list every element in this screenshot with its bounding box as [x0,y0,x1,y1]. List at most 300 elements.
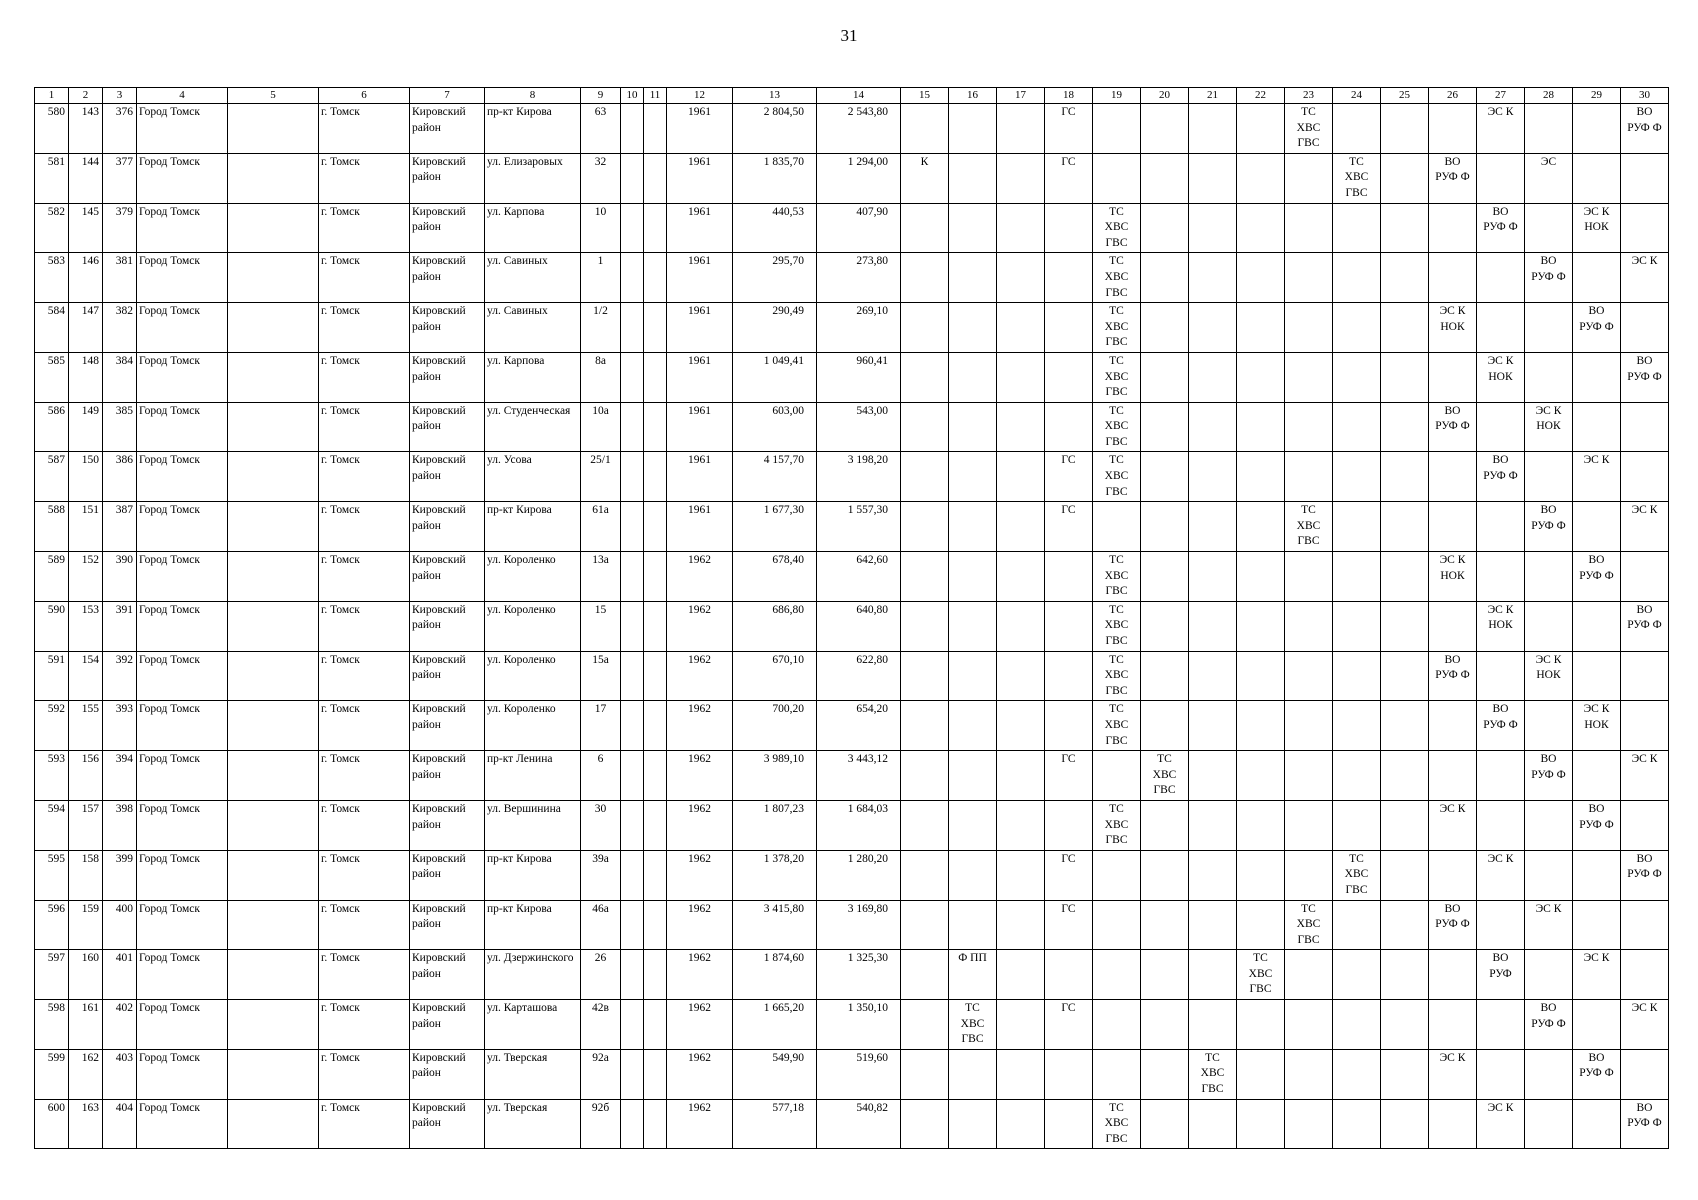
cell-col-20 [1141,253,1189,303]
cell-col-16 [949,701,997,751]
cell-col-22 [1237,651,1285,701]
table-row [35,950,1669,1000]
cell-col-28: ЭС К [1525,900,1573,950]
cell-col-19 [1093,1000,1141,1050]
cell-col-27 [1477,502,1525,552]
cell-col-9: 92а [581,1049,621,1099]
cell-col-28 [1525,850,1573,900]
cell-col-15 [901,1049,949,1099]
cell-col-30: ВО РУФ Ф [1621,352,1669,402]
cell-col-9: 61а [581,502,621,552]
column-header-7: 7 [410,88,485,104]
cell-col-19 [1093,502,1141,552]
cell-col-2: 155 [69,701,103,751]
cell-col-7: Кировский район [410,900,485,950]
cell-col-2: 150 [69,452,103,502]
cell-col-19: ТС ХВС ГВС [1093,203,1141,253]
cell-col-20 [1141,950,1189,1000]
cell-col-8: пр-кт Ленина [485,751,581,801]
cell-col-1: 580 [35,104,69,154]
cell-col-11 [644,1099,667,1149]
cell-col-10 [621,104,644,154]
cell-col-28 [1525,1099,1573,1149]
cell-col-22 [1237,751,1285,801]
cell-col-21 [1189,751,1237,801]
cell-col-6: г. Томск [319,651,410,701]
cell-col-24 [1333,502,1381,552]
cell-col-28: ВО РУФ Ф [1525,253,1573,303]
cell-col-9: 25/1 [581,452,621,502]
cell-col-16 [949,552,997,602]
cell-col-23 [1285,1099,1333,1149]
cell-col-23 [1285,701,1333,751]
cell-col-22 [1237,1000,1285,1050]
cell-col-28 [1525,303,1573,353]
cell-col-14: 269,10 [817,303,901,353]
cell-col-27 [1477,751,1525,801]
cell-col-6: г. Томск [319,950,410,1000]
cell-col-10 [621,352,644,402]
cell-col-14: 1 294,00 [817,153,901,203]
table-row [35,253,1669,303]
cell-col-30: ЭС К [1621,751,1669,801]
cell-col-2: 157 [69,800,103,850]
cell-col-3: 399 [103,850,137,900]
cell-col-13: 670,10 [733,651,817,701]
cell-col-25 [1381,352,1429,402]
cell-col-18: ГС [1045,751,1093,801]
cell-col-8: ул. Савиных [485,253,581,303]
cell-col-1: 585 [35,352,69,402]
cell-col-3: 398 [103,800,137,850]
cell-col-23 [1285,1000,1333,1050]
cell-col-5 [228,850,319,900]
table-row [35,1049,1669,1099]
cell-col-4: Город Томск [137,651,228,701]
cell-col-2: 158 [69,850,103,900]
cell-col-23 [1285,800,1333,850]
cell-col-13: 1 835,70 [733,153,817,203]
cell-col-11 [644,104,667,154]
cell-col-23 [1285,1049,1333,1099]
cell-col-11 [644,153,667,203]
cell-col-27: ЭС К НОК [1477,352,1525,402]
table-row [35,1099,1669,1149]
cell-col-28: ВО РУФ Ф [1525,1000,1573,1050]
cell-col-3: 382 [103,303,137,353]
cell-col-10 [621,1099,644,1149]
cell-col-7: Кировский район [410,1049,485,1099]
cell-col-12: 1962 [667,552,733,602]
cell-col-4: Город Томск [137,1049,228,1099]
cell-col-5 [228,352,319,402]
cell-col-15 [901,203,949,253]
cell-col-1: 588 [35,502,69,552]
cell-col-21 [1189,502,1237,552]
cell-col-1: 593 [35,751,69,801]
cell-col-3: 379 [103,203,137,253]
column-header-26: 26 [1429,88,1477,104]
cell-col-4: Город Томск [137,352,228,402]
cell-col-24 [1333,253,1381,303]
cell-col-8: ул. Тверская [485,1049,581,1099]
cell-col-4: Город Томск [137,303,228,353]
cell-col-13: 2 804,50 [733,104,817,154]
cell-col-21 [1189,950,1237,1000]
cell-col-5 [228,950,319,1000]
cell-col-10 [621,153,644,203]
cell-col-30: ВО РУФ Ф [1621,1099,1669,1149]
cell-col-15 [901,800,949,850]
cell-col-21 [1189,352,1237,402]
cell-col-4: Город Томск [137,1099,228,1149]
column-header-5: 5 [228,88,319,104]
cell-col-23 [1285,950,1333,1000]
cell-col-3: 391 [103,601,137,651]
cell-col-13: 1 807,23 [733,800,817,850]
cell-col-8: ул. Короленко [485,552,581,602]
cell-col-19 [1093,751,1141,801]
cell-col-21 [1189,303,1237,353]
cell-col-3: 394 [103,751,137,801]
cell-col-21 [1189,850,1237,900]
cell-col-21 [1189,701,1237,751]
cell-col-15 [901,950,949,1000]
cell-col-19 [1093,104,1141,154]
cell-col-21 [1189,104,1237,154]
cell-col-6: г. Томск [319,601,410,651]
cell-col-19: ТС ХВС ГВС [1093,552,1141,602]
cell-col-4: Город Томск [137,552,228,602]
cell-col-5 [228,1049,319,1099]
cell-col-16 [949,452,997,502]
cell-col-2: 163 [69,1099,103,1149]
cell-col-11 [644,950,667,1000]
cell-col-29 [1573,153,1621,203]
table-row [35,601,1669,651]
cell-col-1: 599 [35,1049,69,1099]
cell-col-29 [1573,253,1621,303]
cell-col-13: 700,20 [733,701,817,751]
cell-col-10 [621,601,644,651]
cell-col-6: г. Томск [319,203,410,253]
cell-col-22 [1237,1049,1285,1099]
cell-col-26 [1429,701,1477,751]
cell-col-16 [949,153,997,203]
cell-col-9: 1/2 [581,303,621,353]
cell-col-1: 596 [35,900,69,950]
cell-col-25 [1381,104,1429,154]
cell-col-17 [997,950,1045,1000]
cell-col-15 [901,900,949,950]
cell-col-21 [1189,552,1237,602]
cell-col-20 [1141,850,1189,900]
cell-col-4: Город Томск [137,1000,228,1050]
table-row [35,303,1669,353]
cell-col-11 [644,800,667,850]
cell-col-2: 162 [69,1049,103,1099]
cell-col-4: Город Томск [137,601,228,651]
cell-col-4: Город Томск [137,701,228,751]
cell-col-14: 543,00 [817,402,901,452]
cell-col-24 [1333,104,1381,154]
cell-col-7: Кировский район [410,153,485,203]
cell-col-27 [1477,800,1525,850]
cell-col-8: ул. Студенческая [485,402,581,452]
cell-col-7: Кировский район [410,601,485,651]
cell-col-15 [901,452,949,502]
cell-col-19: ТС ХВС ГВС [1093,402,1141,452]
cell-col-12: 1961 [667,253,733,303]
cell-col-30: ЭС К [1621,253,1669,303]
cell-col-19 [1093,153,1141,203]
cell-col-17 [997,850,1045,900]
cell-col-18: ГС [1045,1000,1093,1050]
cell-col-1: 586 [35,402,69,452]
cell-col-28 [1525,1049,1573,1099]
cell-col-13: 577,18 [733,1099,817,1149]
cell-col-3: 392 [103,651,137,701]
cell-col-23 [1285,601,1333,651]
cell-col-1: 592 [35,701,69,751]
cell-col-15 [901,1000,949,1050]
cell-col-18 [1045,950,1093,1000]
table-row [35,104,1669,154]
cell-col-1: 587 [35,452,69,502]
column-header-14: 14 [817,88,901,104]
cell-col-8: пр-кт Кирова [485,850,581,900]
cell-col-24 [1333,402,1381,452]
cell-col-23: ТС ХВС ГВС [1285,900,1333,950]
cell-col-8: ул. Короленко [485,651,581,701]
cell-col-6: г. Томск [319,850,410,900]
cell-col-10 [621,651,644,701]
cell-col-24 [1333,701,1381,751]
cell-col-11 [644,651,667,701]
cell-col-18 [1045,303,1093,353]
cell-col-20 [1141,900,1189,950]
cell-col-19 [1093,1049,1141,1099]
cell-col-24 [1333,303,1381,353]
table-row [35,1000,1669,1050]
cell-col-5 [228,303,319,353]
column-header-18: 18 [1045,88,1093,104]
cell-col-26: ВО РУФ Ф [1429,153,1477,203]
cell-col-5 [228,800,319,850]
cell-col-18 [1045,701,1093,751]
cell-col-24 [1333,1099,1381,1149]
cell-col-3: 384 [103,352,137,402]
cell-col-29: ВО РУФ Ф [1573,800,1621,850]
cell-col-10 [621,203,644,253]
cell-col-14: 519,60 [817,1049,901,1099]
cell-col-8: ул. Карташова [485,1000,581,1050]
cell-col-23 [1285,352,1333,402]
cell-col-18 [1045,800,1093,850]
cell-col-17 [997,900,1045,950]
cell-col-11 [644,352,667,402]
cell-col-5 [228,1000,319,1050]
cell-col-2: 144 [69,153,103,203]
cell-col-16 [949,303,997,353]
cell-col-22 [1237,452,1285,502]
cell-col-1: 591 [35,651,69,701]
cell-col-6: г. Томск [319,303,410,353]
cell-col-29 [1573,850,1621,900]
cell-col-30 [1621,701,1669,751]
cell-col-13: 295,70 [733,253,817,303]
cell-col-11 [644,1000,667,1050]
cell-col-12: 1961 [667,104,733,154]
cell-col-18 [1045,402,1093,452]
cell-col-4: Город Томск [137,950,228,1000]
column-header-21: 21 [1189,88,1237,104]
cell-col-22 [1237,402,1285,452]
cell-col-26 [1429,352,1477,402]
cell-col-12: 1962 [667,751,733,801]
cell-col-27 [1477,1000,1525,1050]
cell-col-15 [901,552,949,602]
cell-col-16 [949,402,997,452]
cell-col-17 [997,1049,1045,1099]
cell-col-18 [1045,601,1093,651]
cell-col-23 [1285,751,1333,801]
cell-col-3: 402 [103,1000,137,1050]
cell-col-30 [1621,203,1669,253]
cell-col-21 [1189,900,1237,950]
cell-col-20 [1141,452,1189,502]
cell-col-5 [228,1099,319,1149]
cell-col-19 [1093,850,1141,900]
cell-col-12: 1961 [667,502,733,552]
cell-col-23 [1285,303,1333,353]
cell-col-12: 1962 [667,1099,733,1149]
cell-col-29 [1573,402,1621,452]
cell-col-30 [1621,552,1669,602]
cell-col-2: 146 [69,253,103,303]
cell-col-13: 290,49 [733,303,817,353]
cell-col-26: ЭС К [1429,1049,1477,1099]
column-header-22: 22 [1237,88,1285,104]
cell-col-1: 598 [35,1000,69,1050]
table-row [35,203,1669,253]
cell-col-21 [1189,153,1237,203]
cell-col-16 [949,651,997,701]
cell-col-17 [997,751,1045,801]
cell-col-27: ВО РУФ Ф [1477,203,1525,253]
cell-col-18: ГС [1045,900,1093,950]
table-row [35,900,1669,950]
cell-col-22 [1237,800,1285,850]
cell-col-26 [1429,601,1477,651]
cell-col-1: 595 [35,850,69,900]
cell-col-27 [1477,552,1525,602]
cell-col-26 [1429,203,1477,253]
cell-col-12: 1962 [667,850,733,900]
cell-col-8: ул. Усова [485,452,581,502]
cell-col-11 [644,900,667,950]
cell-col-13: 686,80 [733,601,817,651]
cell-col-30: ВО РУФ Ф [1621,601,1669,651]
cell-col-3: 390 [103,552,137,602]
cell-col-30 [1621,303,1669,353]
cell-col-20 [1141,1000,1189,1050]
cell-col-23 [1285,651,1333,701]
cell-col-19: ТС ХВС ГВС [1093,1099,1141,1149]
cell-col-3: 386 [103,452,137,502]
cell-col-25 [1381,402,1429,452]
cell-col-14: 1 350,10 [817,1000,901,1050]
cell-col-15 [901,850,949,900]
cell-col-12: 1961 [667,402,733,452]
cell-col-3: 385 [103,402,137,452]
cell-col-7: Кировский район [410,751,485,801]
cell-col-9: 30 [581,800,621,850]
cell-col-18: ГС [1045,104,1093,154]
cell-col-26: ВО РУФ Ф [1429,402,1477,452]
cell-col-4: Город Томск [137,800,228,850]
cell-col-9: 10 [581,203,621,253]
cell-col-15 [901,502,949,552]
cell-col-5 [228,651,319,701]
cell-col-1: 582 [35,203,69,253]
cell-col-25 [1381,1099,1429,1149]
cell-col-3: 376 [103,104,137,154]
cell-col-14: 960,41 [817,352,901,402]
cell-col-25 [1381,651,1429,701]
cell-col-23 [1285,452,1333,502]
cell-col-5 [228,900,319,950]
cell-col-27 [1477,303,1525,353]
cell-col-20 [1141,701,1189,751]
cell-col-14: 273,80 [817,253,901,303]
cell-col-2: 159 [69,900,103,950]
cell-col-5 [228,601,319,651]
cell-col-8: ул. Вершинина [485,800,581,850]
cell-col-10 [621,1000,644,1050]
cell-col-29 [1573,1099,1621,1149]
column-header-16: 16 [949,88,997,104]
cell-col-15 [901,751,949,801]
cell-col-21 [1189,601,1237,651]
cell-col-6: г. Томск [319,552,410,602]
cell-col-21 [1189,1099,1237,1149]
cell-col-7: Кировский район [410,1000,485,1050]
cell-col-10 [621,452,644,502]
cell-col-2: 145 [69,203,103,253]
cell-col-29 [1573,502,1621,552]
cell-col-30: ВО РУФ Ф [1621,850,1669,900]
cell-col-18 [1045,552,1093,602]
cell-col-25 [1381,153,1429,203]
cell-col-10 [621,900,644,950]
cell-col-16 [949,203,997,253]
cell-col-2: 147 [69,303,103,353]
cell-col-11 [644,402,667,452]
cell-col-26 [1429,452,1477,502]
cell-col-6: г. Томск [319,502,410,552]
cell-col-30: ВО РУФ Ф [1621,104,1669,154]
cell-col-16 [949,601,997,651]
cell-col-22 [1237,153,1285,203]
cell-col-14: 3 443,12 [817,751,901,801]
cell-col-15 [901,701,949,751]
cell-col-4: Город Томск [137,203,228,253]
column-header-4: 4 [137,88,228,104]
column-header-2: 2 [69,88,103,104]
cell-col-13: 549,90 [733,1049,817,1099]
cell-col-24: ТС ХВС ГВС [1333,850,1381,900]
